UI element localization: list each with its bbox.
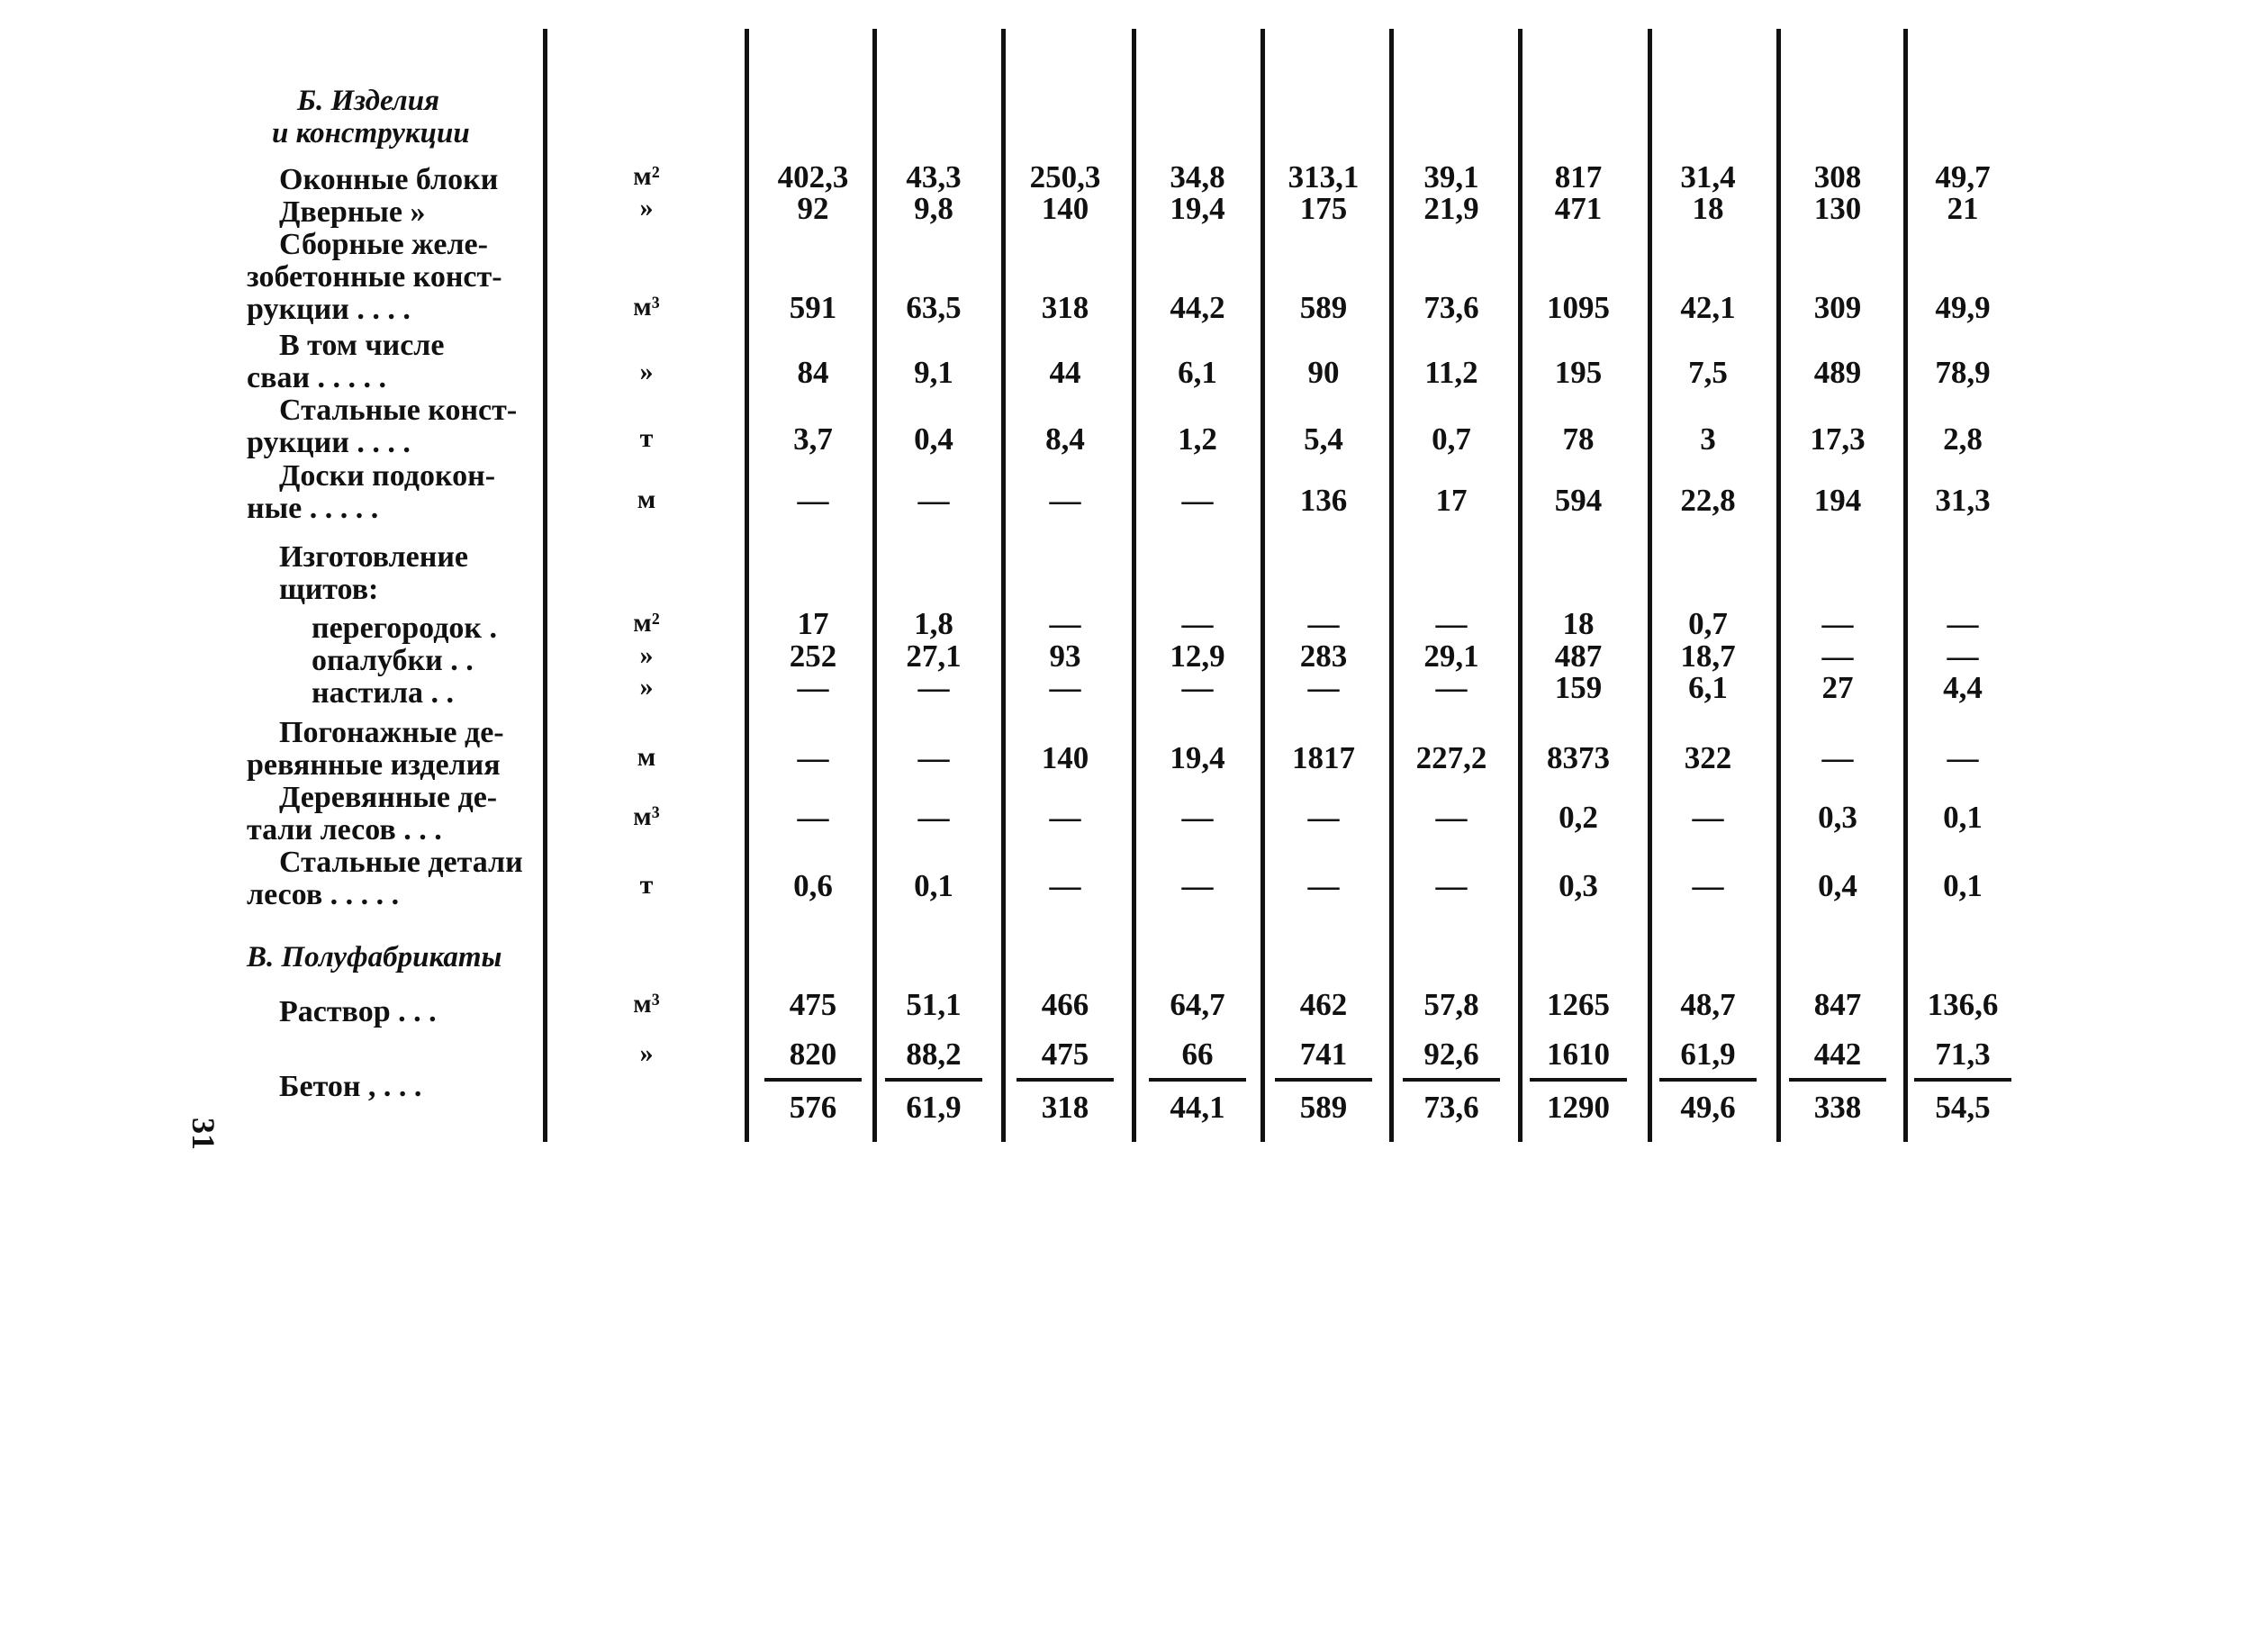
table-cell: 29,1 — [1423, 638, 1479, 674]
table-cell: 0,1 — [1943, 800, 1983, 835]
table-cell: 19,4 — [1170, 191, 1225, 226]
table-cell: 18 — [1562, 606, 1595, 641]
table-cell: 31,4 — [1680, 159, 1736, 195]
table-cell: 487 — [1554, 638, 1603, 674]
table-cell: 594 — [1554, 483, 1603, 518]
table-cell: 466 — [1041, 987, 1089, 1022]
table-cell: 78,9 — [1935, 355, 1991, 390]
table-cell: — — [1692, 868, 1724, 903]
column-rule — [1261, 29, 1265, 1142]
table-cell: 0,7 — [1432, 421, 1471, 457]
table-cell: — — [1049, 868, 1081, 903]
table-cell: 18,7 — [1680, 638, 1736, 674]
column-rule — [745, 29, 749, 1142]
row-unit: м³ — [633, 989, 660, 1019]
table-cell: — — [1049, 670, 1081, 705]
table-cell: — — [1435, 670, 1468, 705]
table-cell: 0,3 — [1559, 868, 1598, 903]
fraction-bar — [1149, 1078, 1246, 1082]
table-cell-denominator: 1290 — [1547, 1090, 1610, 1125]
table-cell: 471 — [1554, 191, 1603, 226]
table-cell: 4,4 — [1943, 670, 1983, 705]
table-cell: 0,4 — [914, 421, 953, 457]
table-cell: 136,6 — [1927, 987, 1999, 1022]
table-cell: 0,7 — [1688, 606, 1728, 641]
table-cell: 17,3 — [1810, 421, 1866, 457]
fraction-bar — [1275, 1078, 1372, 1082]
row-label: Бетон , . . . — [279, 1070, 422, 1103]
table-cell-denominator: 338 — [1813, 1090, 1862, 1125]
table-cell: — — [1821, 638, 1854, 674]
table-cell-numerator: 741 — [1299, 1037, 1348, 1072]
table-cell: 17 — [1435, 483, 1468, 518]
table-cell: 589 — [1299, 290, 1348, 325]
table-cell: 1265 — [1547, 987, 1610, 1022]
fraction-bar — [1530, 1078, 1627, 1082]
table-cell: 0,2 — [1559, 800, 1598, 835]
fraction-bar — [1403, 1078, 1500, 1082]
row-unit: » — [639, 357, 654, 386]
column-rule — [872, 29, 877, 1142]
table-cell: 1817 — [1292, 740, 1355, 775]
row-label: Стальные конст- — [279, 394, 518, 427]
table-cell: — — [1181, 670, 1214, 705]
table-cell: 1,8 — [914, 606, 953, 641]
table-cell: 49,7 — [1935, 159, 1991, 195]
table-cell: — — [1181, 868, 1214, 903]
table-cell: 11,2 — [1424, 355, 1478, 390]
row-unit: » — [639, 1038, 654, 1068]
table-cell: 175 — [1299, 191, 1348, 226]
table-cell: 27,1 — [906, 638, 962, 674]
table-cell: 64,7 — [1170, 987, 1225, 1022]
table-cell-numerator: 820 — [789, 1037, 837, 1072]
row-unit: т — [639, 870, 654, 900]
column-rule — [543, 29, 547, 1142]
table-cell: 39,1 — [1423, 159, 1479, 195]
table-cell: — — [1692, 800, 1724, 835]
table-cell: 63,5 — [906, 290, 962, 325]
table-cell: 591 — [789, 290, 837, 325]
table-cell: — — [797, 740, 829, 775]
table-cell: 309 — [1813, 290, 1862, 325]
row-label: Погонажные де- — [279, 716, 504, 749]
row-label: рукции . . . . — [247, 426, 411, 459]
table-cell: 402,3 — [777, 159, 849, 195]
table-cell: — — [917, 670, 950, 705]
table-cell: 84 — [797, 355, 829, 390]
table-cell: 308 — [1813, 159, 1862, 195]
row-unit: м — [637, 742, 656, 772]
column-rule — [1776, 29, 1781, 1142]
table-cell: — — [1821, 606, 1854, 641]
row-label: Оконные блоки — [279, 163, 499, 196]
row-label: ные . . . . . — [247, 492, 379, 525]
table-cell: — — [1307, 868, 1340, 903]
table-cell-denominator: 576 — [789, 1090, 837, 1125]
table-cell: 92 — [797, 191, 829, 226]
table-cell: 78 — [1562, 421, 1595, 457]
table-cell-numerator: 71,3 — [1935, 1037, 1991, 1072]
table-cell: 73,6 — [1423, 290, 1479, 325]
fraction-bar — [1017, 1078, 1114, 1082]
table-cell: — — [797, 800, 829, 835]
row-unit: т — [639, 423, 654, 453]
table-cell: 9,1 — [914, 355, 953, 390]
table-cell: — — [1947, 606, 1979, 641]
table-cell: 31,3 — [1935, 483, 1991, 518]
table-cell: 51,1 — [906, 987, 962, 1022]
table-cell: 44 — [1049, 355, 1081, 390]
row-unit: м² — [633, 608, 660, 638]
table-cell: 22,8 — [1680, 483, 1736, 518]
row-label: настила . . — [312, 676, 455, 710]
table-cell: 44,2 — [1170, 290, 1225, 325]
table-cell: 140 — [1041, 191, 1089, 226]
table-cell: 48,7 — [1680, 987, 1736, 1022]
table-cell: — — [797, 670, 829, 705]
fraction-bar — [1659, 1078, 1757, 1082]
table-cell: — — [1435, 868, 1468, 903]
table-cell-denominator: 589 — [1299, 1090, 1348, 1125]
fraction-bar — [1914, 1078, 2011, 1082]
table-cell-denominator: 54,5 — [1935, 1090, 1991, 1125]
row-label: сваи . . . . . — [247, 361, 387, 394]
table-cell: 817 — [1554, 159, 1603, 195]
table-cell: — — [1307, 670, 1340, 705]
fraction-bar — [1789, 1078, 1886, 1082]
column-rule — [1903, 29, 1908, 1142]
row-label: перегородок . — [312, 611, 497, 645]
row-label: зобетонные конст- — [247, 260, 502, 294]
table-cell: 7,5 — [1688, 355, 1728, 390]
row-label: опалубки . . — [312, 644, 474, 677]
table-cell: 8373 — [1547, 740, 1610, 775]
section-title-v: В. Полуфабрикаты — [247, 941, 502, 973]
table-cell: 21,9 — [1423, 191, 1479, 226]
row-unit: м² — [633, 161, 660, 191]
table-cell: 130 — [1813, 191, 1862, 226]
table-cell: — — [1435, 606, 1468, 641]
table-cell-numerator: 442 — [1813, 1037, 1862, 1072]
table-cell: 8,4 — [1045, 421, 1085, 457]
row-label: Изготовление — [279, 540, 469, 574]
table-cell: — — [917, 800, 950, 835]
table-cell: — — [1307, 800, 1340, 835]
table-cell: 195 — [1554, 355, 1603, 390]
column-rule — [1132, 29, 1136, 1142]
row-label: лесов . . . . . — [247, 878, 400, 911]
table-cell: — — [1181, 483, 1214, 518]
table-cell-denominator: 44,1 — [1170, 1090, 1225, 1125]
table-cell: 12,9 — [1170, 638, 1225, 674]
row-label: Стальные детали — [279, 846, 523, 879]
table-cell: 43,3 — [906, 159, 962, 195]
row-label: Дверные » — [279, 195, 426, 229]
table-cell-denominator: 73,6 — [1423, 1090, 1479, 1125]
table-cell: 90 — [1307, 355, 1340, 390]
table-cell: 21 — [1947, 191, 1979, 226]
table-cell: 313,1 — [1288, 159, 1360, 195]
table-cell: — — [1181, 606, 1214, 641]
table-cell: 93 — [1049, 638, 1081, 674]
column-rule — [1648, 29, 1652, 1142]
table-cell: 0,1 — [1943, 868, 1983, 903]
table-cell: — — [797, 483, 829, 518]
table-cell: — — [1049, 606, 1081, 641]
fraction-bar — [764, 1078, 862, 1082]
row-label: Сборные желе- — [279, 228, 488, 261]
table-cell-numerator: 88,2 — [906, 1037, 962, 1072]
row-label: Доски подокон- — [279, 459, 496, 493]
table-cell-numerator: 66 — [1181, 1037, 1214, 1072]
table-cell: 0,3 — [1818, 800, 1857, 835]
table-cell-numerator: 475 — [1041, 1037, 1089, 1072]
table-cell: 847 — [1813, 987, 1862, 1022]
table-cell: 5,4 — [1304, 421, 1343, 457]
table-cell: 3,7 — [793, 421, 833, 457]
table-cell-numerator: 92,6 — [1423, 1037, 1479, 1072]
row-label: ревянные изделия — [247, 748, 501, 782]
row-label: Деревянные де- — [279, 781, 498, 814]
table-cell: — — [1049, 800, 1081, 835]
table-cell: 6,1 — [1688, 670, 1728, 705]
table-cell: 34,8 — [1170, 159, 1225, 195]
table-cell-denominator: 318 — [1041, 1090, 1089, 1125]
table-cell: 489 — [1813, 355, 1862, 390]
table-cell: 6,1 — [1178, 355, 1217, 390]
table-cell: 462 — [1299, 987, 1348, 1022]
row-unit: м³ — [633, 801, 660, 831]
table-cell: 194 — [1813, 483, 1862, 518]
table-cell: 0,1 — [914, 868, 953, 903]
table-cell: 252 — [789, 638, 837, 674]
section-title-b-line1: Б. Изделия — [297, 85, 440, 117]
row-unit: » — [639, 193, 654, 222]
table-cell: 17 — [797, 606, 829, 641]
table-cell: 475 — [789, 987, 837, 1022]
table-cell: 49,9 — [1935, 290, 1991, 325]
section-title-b-line2: и конструкции — [272, 117, 470, 149]
column-rule — [1001, 29, 1006, 1142]
table-cell: 42,1 — [1680, 290, 1736, 325]
column-rule — [1518, 29, 1523, 1142]
table-cell: 283 — [1299, 638, 1348, 674]
table-cell: 136 — [1299, 483, 1348, 518]
table-cell: 9,8 — [914, 191, 953, 226]
row-label: В том числе — [279, 329, 445, 362]
table-cell-numerator: 61,9 — [1680, 1037, 1736, 1072]
table-cell: 1095 — [1547, 290, 1610, 325]
row-label: Раствор . . . — [279, 995, 437, 1028]
table-cell: 140 — [1041, 740, 1089, 775]
table-cell-denominator: 49,6 — [1680, 1090, 1736, 1125]
table-cell: 19,4 — [1170, 740, 1225, 775]
table-cell: 3 — [1700, 421, 1716, 457]
table-cell: 227,2 — [1415, 740, 1487, 775]
table-cell: 322 — [1684, 740, 1732, 775]
table-cell: 57,8 — [1423, 987, 1479, 1022]
table-cell: 0,4 — [1818, 868, 1857, 903]
table-cell: — — [1821, 740, 1854, 775]
page-number: 31 — [185, 1118, 221, 1150]
column-rule — [1389, 29, 1394, 1142]
row-label: тали лесов . . . — [247, 813, 442, 847]
row-label: щитов: — [279, 573, 379, 606]
table-cell-numerator: 1610 — [1547, 1037, 1610, 1072]
table-cell: — — [1181, 800, 1214, 835]
table-cell: 250,3 — [1029, 159, 1101, 195]
row-unit: » — [639, 640, 654, 670]
table-cell: 27 — [1821, 670, 1854, 705]
row-unit: м³ — [633, 292, 660, 321]
table-cell: 1,2 — [1178, 421, 1217, 457]
table-cell-denominator: 61,9 — [906, 1090, 962, 1125]
table-cell: — — [917, 483, 950, 518]
row-unit: » — [639, 672, 654, 702]
row-unit: м — [637, 484, 656, 514]
table-cell: 2,8 — [1943, 421, 1983, 457]
row-label: рукции . . . . — [247, 293, 411, 326]
table-cell: 318 — [1041, 290, 1089, 325]
fraction-bar — [885, 1078, 982, 1082]
table-cell: — — [1435, 800, 1468, 835]
table-cell: 0,6 — [793, 868, 833, 903]
table-cell: 18 — [1692, 191, 1724, 226]
table-cell: — — [1049, 483, 1081, 518]
table-cell: 159 — [1554, 670, 1603, 705]
table-cell: — — [917, 740, 950, 775]
table-cell: — — [1947, 638, 1979, 674]
table-cell: — — [1947, 740, 1979, 775]
table-cell: — — [1307, 606, 1340, 641]
